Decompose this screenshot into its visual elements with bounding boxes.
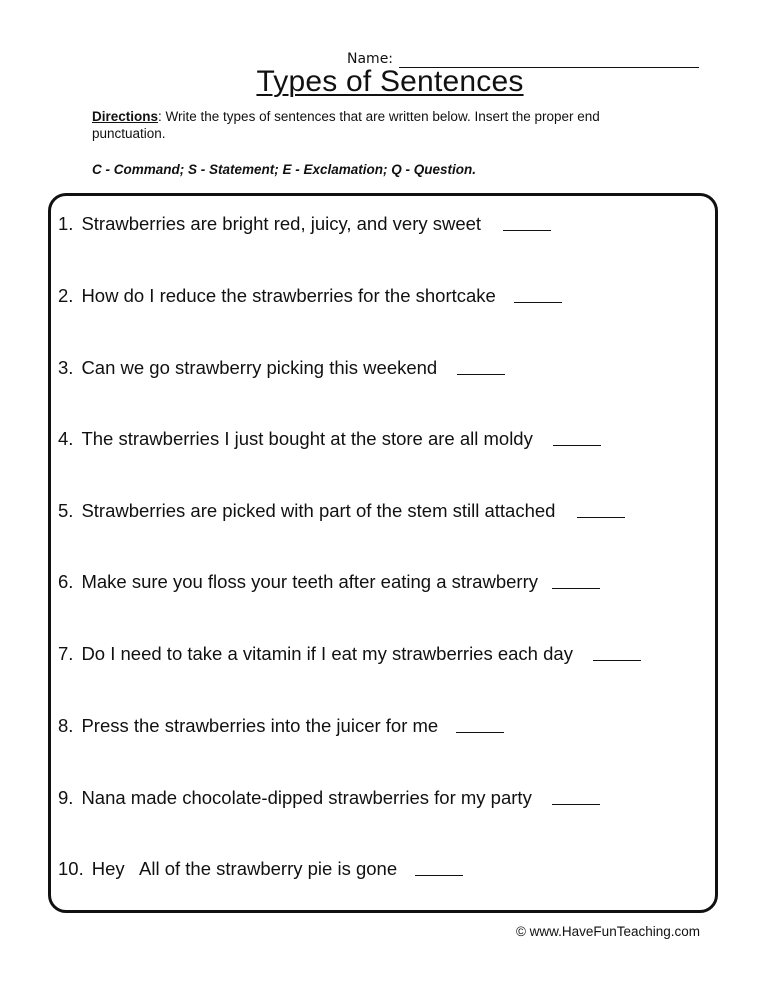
question-number: 7. <box>58 643 74 664</box>
directions-text: : Write the types of sentences that are written below. Insert the proper end punctuation. <box>92 109 600 141</box>
copyright-footer: © www.HaveFunTeaching.com <box>515 924 700 939</box>
answer-key-legend: C - Command; S - Statement; E - Exclamation; Q - Question. <box>92 162 477 177</box>
answer-blank[interactable] <box>577 503 625 518</box>
question-item <box>58 212 551 236</box>
question-text: Hey All of the strawberry pie is gone <box>91 858 398 879</box>
question-text: Strawberries are picked with part of the stem still attached <box>81 500 556 521</box>
question-number: 2. <box>58 285 74 306</box>
answer-blank[interactable] <box>457 360 505 375</box>
question-item <box>58 427 601 451</box>
question-item <box>58 786 600 810</box>
question-number: 10. <box>58 858 84 879</box>
question-number: 8. <box>58 715 74 736</box>
question-text: Can we go strawberry picking this weekend <box>81 357 438 378</box>
question-text: The strawberries I just bought at the store are all moldy <box>81 428 533 449</box>
question-text: Make sure you floss your teeth after eating a strawberry <box>81 571 538 592</box>
question-text: How do I reduce the strawberries for the shortcake <box>81 285 496 306</box>
question-item <box>58 642 641 666</box>
directions <box>92 108 672 142</box>
answer-blank[interactable] <box>415 861 463 876</box>
question-item <box>58 857 463 881</box>
question-text: Do I need to take a vitamin if I eat my strawberries each day <box>81 643 573 664</box>
answer-blank[interactable] <box>593 646 641 661</box>
question-item <box>58 356 505 380</box>
answer-blank[interactable] <box>552 574 600 589</box>
name-label: Name: <box>347 51 394 67</box>
answer-blank[interactable] <box>553 431 601 446</box>
question-item <box>58 714 504 738</box>
question-number: 5. <box>58 500 74 521</box>
question-number: 6. <box>58 571 74 592</box>
question-text: Strawberries are bright red, juicy, and very sweet <box>81 213 482 234</box>
question-item <box>58 284 562 308</box>
answer-blank[interactable] <box>552 790 600 805</box>
answer-blank[interactable] <box>503 216 551 231</box>
directions-label: Directions <box>92 109 159 124</box>
question-number: 9. <box>58 787 74 808</box>
question-item <box>58 570 600 594</box>
question-number: 1. <box>58 213 74 234</box>
question-number: 3. <box>58 357 74 378</box>
question-text: Press the strawberries into the juicer for me <box>81 715 439 736</box>
answer-blank[interactable] <box>456 718 504 733</box>
worksheet-title: Types of Sentences <box>256 65 524 98</box>
question-item <box>58 499 625 523</box>
question-number: 4. <box>58 428 74 449</box>
question-text: Nana made chocolate-dipped strawberries for my party <box>81 787 532 808</box>
answer-blank[interactable] <box>514 288 562 303</box>
